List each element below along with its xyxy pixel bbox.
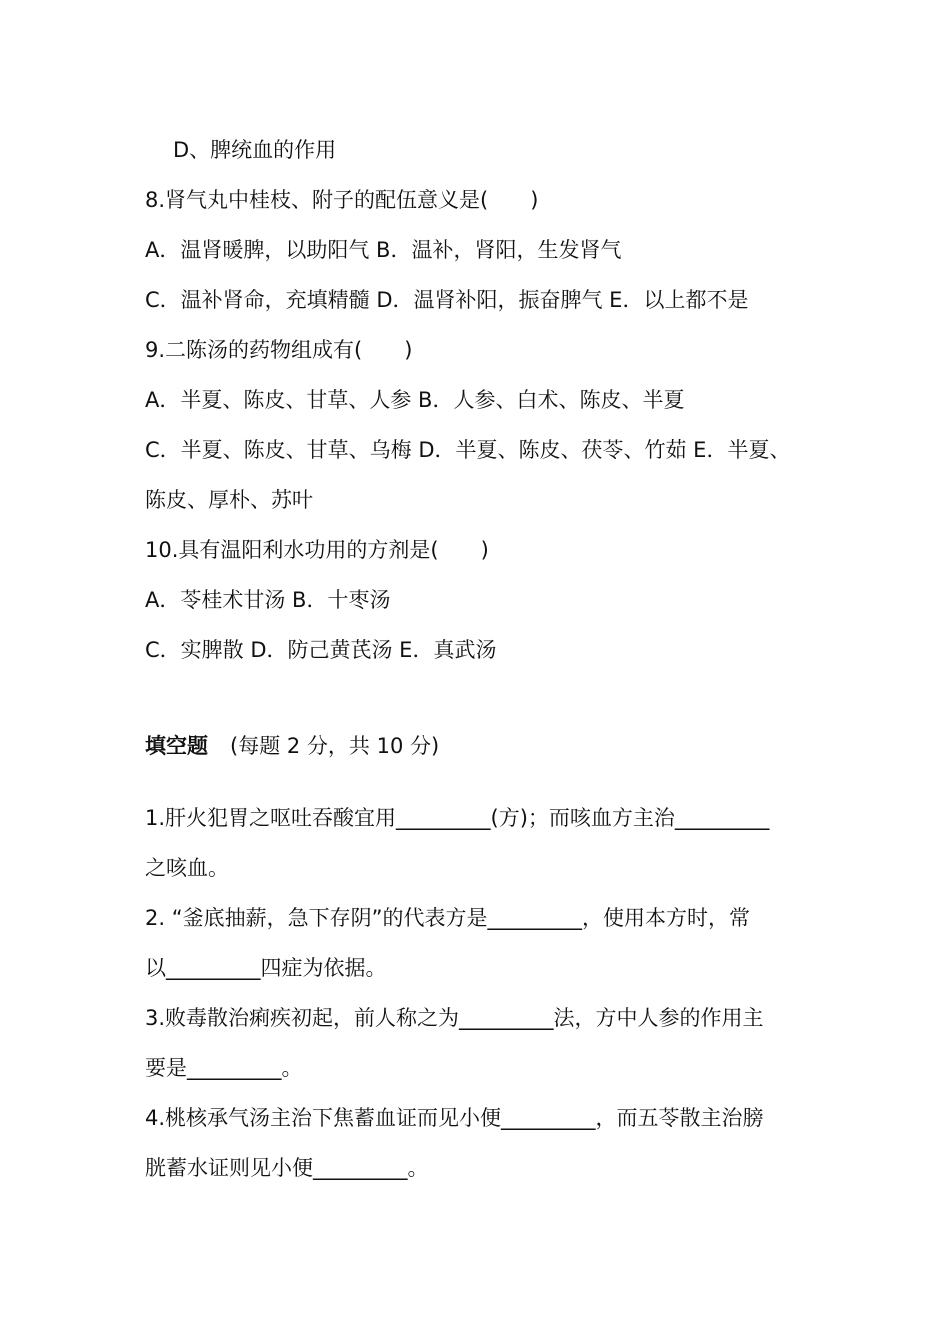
question-8: 8.肾气丸中桂枝、附子的配伍意义是( ): [145, 188, 539, 212]
section-title: 填空题: [145, 734, 208, 758]
question-8-options-a-b: A．温肾暖脾，以助阳气 B．温补，肾阳，生发肾气: [145, 238, 622, 262]
option-d-line: D、脾统血的作用: [173, 138, 337, 162]
fill-question-2-continued: 以_________四症为依据。: [145, 956, 387, 980]
fill-question-4: 4.桃核承气汤主治下焦蓄血证而见小便_________，而五苓散主治膀: [145, 1106, 764, 1130]
fill-question-1-continued: 之咳血。: [145, 856, 229, 880]
question-9: 9.二陈汤的药物组成有( ): [145, 338, 413, 362]
question-9-options-c-e: C．半夏、陈皮、甘草、乌梅 D．半夏、陈皮、茯苓、竹茹 E．半夏、: [145, 438, 791, 462]
question-10-options-c-e: C．实脾散 D．防己黄芪汤 E．真武汤: [145, 638, 497, 662]
fill-question-2: 2. “釜底抽薪，急下存阴”的代表方是_________，使用本方时，常: [145, 906, 750, 930]
question-9-options-a-b: A．半夏、陈皮、甘草、人参 B．人参、白术、陈皮、半夏: [145, 388, 685, 412]
section-heading: [145, 732, 439, 760]
fill-question-3: 3.败毒散治痢疾初起，前人称之为_________法，方中人参的作用主: [145, 1006, 764, 1030]
fill-question-4-continued: 胱蓄水证则见小便_________。: [145, 1156, 429, 1180]
question-10-options-a-b: A．苓桂术甘汤 B．十枣汤: [145, 588, 391, 612]
fill-question-1: 1.肝火犯胃之呕吐吞酸宜用_________(方)；而咳血方主治_________: [145, 806, 770, 830]
fill-question-3-continued: 要是_________。: [145, 1056, 303, 1080]
question-8-options-c-e: C．温补肾命，充填精髓 D．温肾补阳，振奋脾气 E．以上都不是: [145, 288, 749, 312]
question-10: 10.具有温阳利水功用的方剂是( ): [145, 538, 489, 562]
section-scoring-note: (每题 2 分，共 10 分): [230, 734, 440, 758]
question-9-options-continued: 陈皮、厚朴、苏叶: [145, 488, 313, 512]
